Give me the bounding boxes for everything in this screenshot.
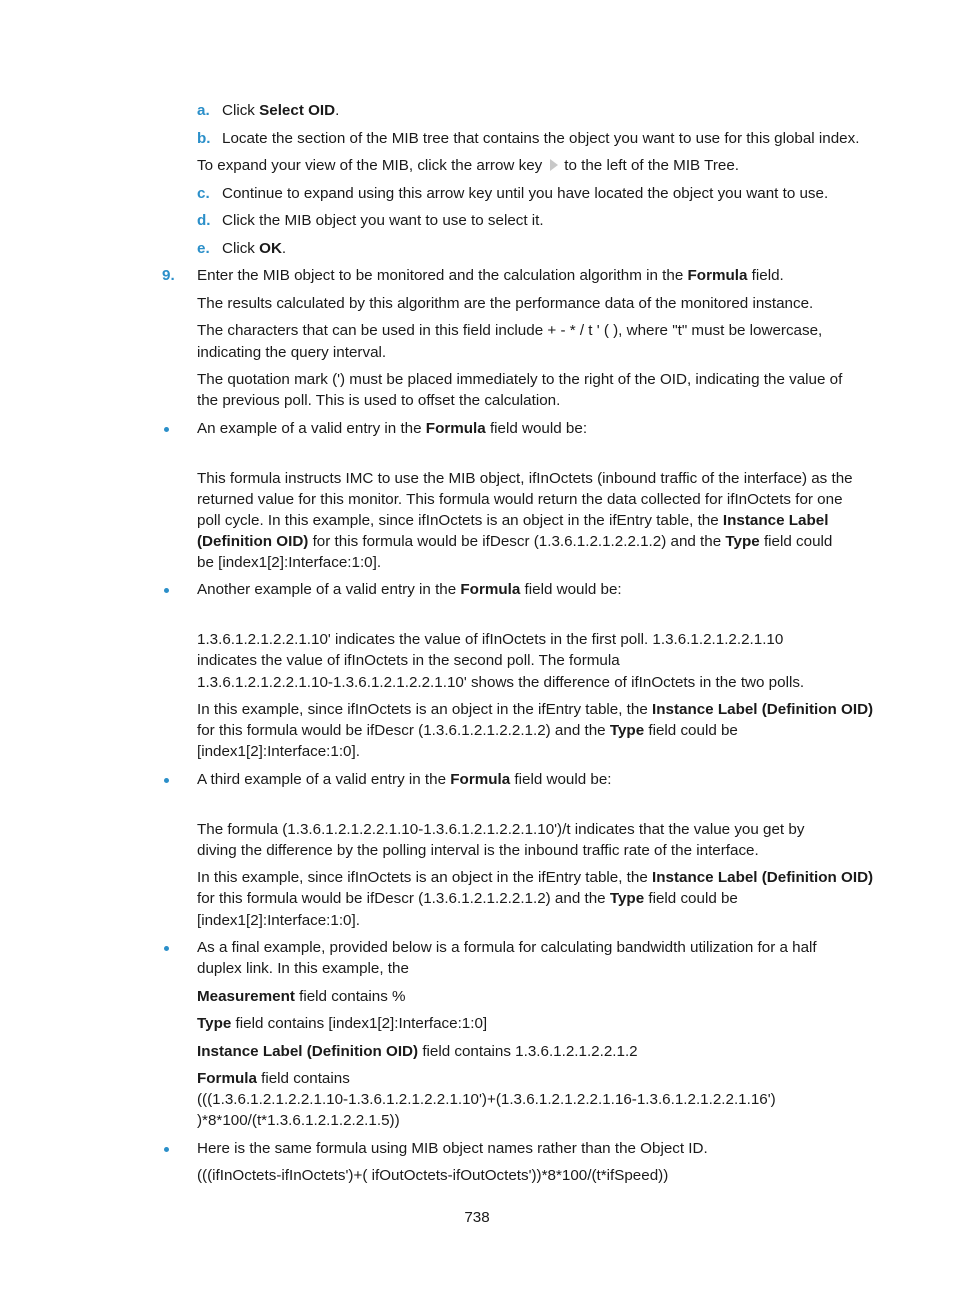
step-marker-e: e.	[197, 240, 210, 257]
step-marker-9: 9.	[162, 267, 175, 284]
example-2-line-1: 1.3.6.1.2.1.2.2.1.10' indicates the value of ifInOctets in the first poll. 1.3.6.1.2.1.2.2.1.10	[197, 631, 784, 648]
measurement-line: Measurement field contains %	[197, 988, 406, 1005]
page-number: 738	[464, 1209, 490, 1226]
formula-line: Formula field contains	[197, 1070, 350, 1087]
example-1-line-5: be [index1[2]:Interface:1:0].	[197, 554, 382, 571]
example-3-line-4: for this formula would be ifDescr (1.3.6.1.2.1.2.2.1.2) and the Type field could be	[197, 890, 738, 907]
step-marker-a: a.	[197, 102, 210, 119]
example-1-line-4: (Definition OID) for this formula would be ifDescr (1.3.6.1.2.1.2.2.1.2) and the Type field could	[197, 533, 833, 550]
bullet-icon	[164, 946, 169, 951]
example-1-intro: An example of a valid entry in the Formula field would be:	[197, 420, 588, 437]
expand-arrow-icon	[550, 159, 558, 171]
example-1-line-2: returned value for this monitor. This formula would return the data collected for ifInOctets for one	[197, 491, 843, 508]
bullet-icon	[164, 427, 169, 432]
formula-value-line-1: (((1.3.6.1.2.1.2.2.1.10-1.3.6.1.2.1.2.2.1.10')+(1.3.6.1.2.1.2.2.1.16-1.3.6.1.2.1.2.2.1.16')	[197, 1091, 776, 1108]
step-e: Click OK.	[222, 240, 287, 257]
step-d: Click the MIB object you want to use to select it.	[222, 212, 544, 229]
expand-note: To expand your view of the MIB, click the arrow key to the left of the MIB Tree.	[197, 157, 739, 174]
quote-line-2: the previous poll. This is used to offset the calculation.	[197, 392, 561, 409]
example-2-line-3: 1.3.6.1.2.1.2.2.1.10-1.3.6.1.2.1.2.2.1.10' shows the difference of ifInOctets in the two polls.	[197, 674, 805, 691]
example-5-line-1: Here is the same formula using MIB object names rather than the Object ID.	[197, 1140, 708, 1157]
bullet-icon	[164, 588, 169, 593]
example-4-line-1: As a final example, provided below is a formula for calculating bandwidth utilization for a half	[197, 939, 817, 956]
bullet-icon	[164, 778, 169, 783]
example-2-line-6: [index1[2]:Interface:1:0].	[197, 743, 360, 760]
step-b: Locate the section of the MIB tree that contains the object you want to use for this global index.	[222, 130, 860, 147]
example-2-line-2: indicates the value of ifInOctets in the second poll. The formula	[197, 652, 620, 669]
example-4-line-2: duplex link. In this example, the	[197, 960, 409, 977]
type-line: Type field contains [index1[2]:Interface:1:0]	[197, 1015, 488, 1032]
example-2-intro: Another example of a valid entry in the Formula field would be:	[197, 581, 622, 598]
example-3-line-1: The formula (1.3.6.1.2.1.2.2.1.10-1.3.6.1.2.1.2.2.1.10')/t indicates that the value you get by	[197, 821, 805, 838]
chars-line-2: indicating the query interval.	[197, 344, 387, 361]
step-9: Enter the MIB object to be monitored and the calculation algorithm in the Formula field.	[197, 267, 784, 284]
instance-label-line: Instance Label (Definition OID) field contains 1.3.6.1.2.1.2.2.1.2	[197, 1043, 638, 1060]
example-3-line-2: diving the difference by the polling interval is the inbound traffic rate of the interface.	[197, 842, 759, 859]
step-marker-b: b.	[197, 130, 211, 147]
step-c: Continue to expand using this arrow key until you have located the object you want to use.	[222, 185, 829, 202]
bullet-icon	[164, 1147, 169, 1152]
example-3-line-5: [index1[2]:Interface:1:0].	[197, 912, 360, 929]
step-marker-d: d.	[197, 212, 211, 229]
example-1-line-3: poll cycle. In this example, since ifInOctets is an object in the ifEntry table, the Instance Label	[197, 512, 829, 529]
example-3-intro: A third example of a valid entry in the Formula field would be:	[197, 771, 612, 788]
chars-line-1: The characters that can be used in this field include + - * / t ' ( ), where "t" must be lowercase,	[197, 322, 823, 339]
results-paragraph: The results calculated by this algorithm are the performance data of the monitored instance.	[197, 295, 814, 312]
example-1-line-1: This formula instructs IMC to use the MIB object, ifInOctets (inbound traffic of the interface) as the	[197, 470, 853, 487]
example-2-line-4: In this example, since ifInOctets is an object in the ifEntry table, the Instance Label (Definition OID)	[197, 701, 874, 718]
formula-value-line-2: )*8*100/(t*1.3.6.1.2.1.2.2.1.5))	[197, 1112, 400, 1129]
example-2-line-5: for this formula would be ifDescr (1.3.6.1.2.1.2.2.1.2) and the Type field could be	[197, 722, 738, 739]
step-marker-c: c.	[197, 185, 210, 202]
step-a: Click Select OID.	[222, 102, 340, 119]
example-5-line-2: (((ifInOctets-ifInOctets')+( ifOutOctets-ifOutOctets'))*8*100/(t*ifSpeed))	[197, 1167, 669, 1184]
example-3-line-3: In this example, since ifInOctets is an object in the ifEntry table, the Instance Label (Definition OID)	[197, 869, 874, 886]
quote-line-1: The quotation mark (') must be placed immediately to the right of the OID, indicating the value of	[197, 371, 843, 388]
